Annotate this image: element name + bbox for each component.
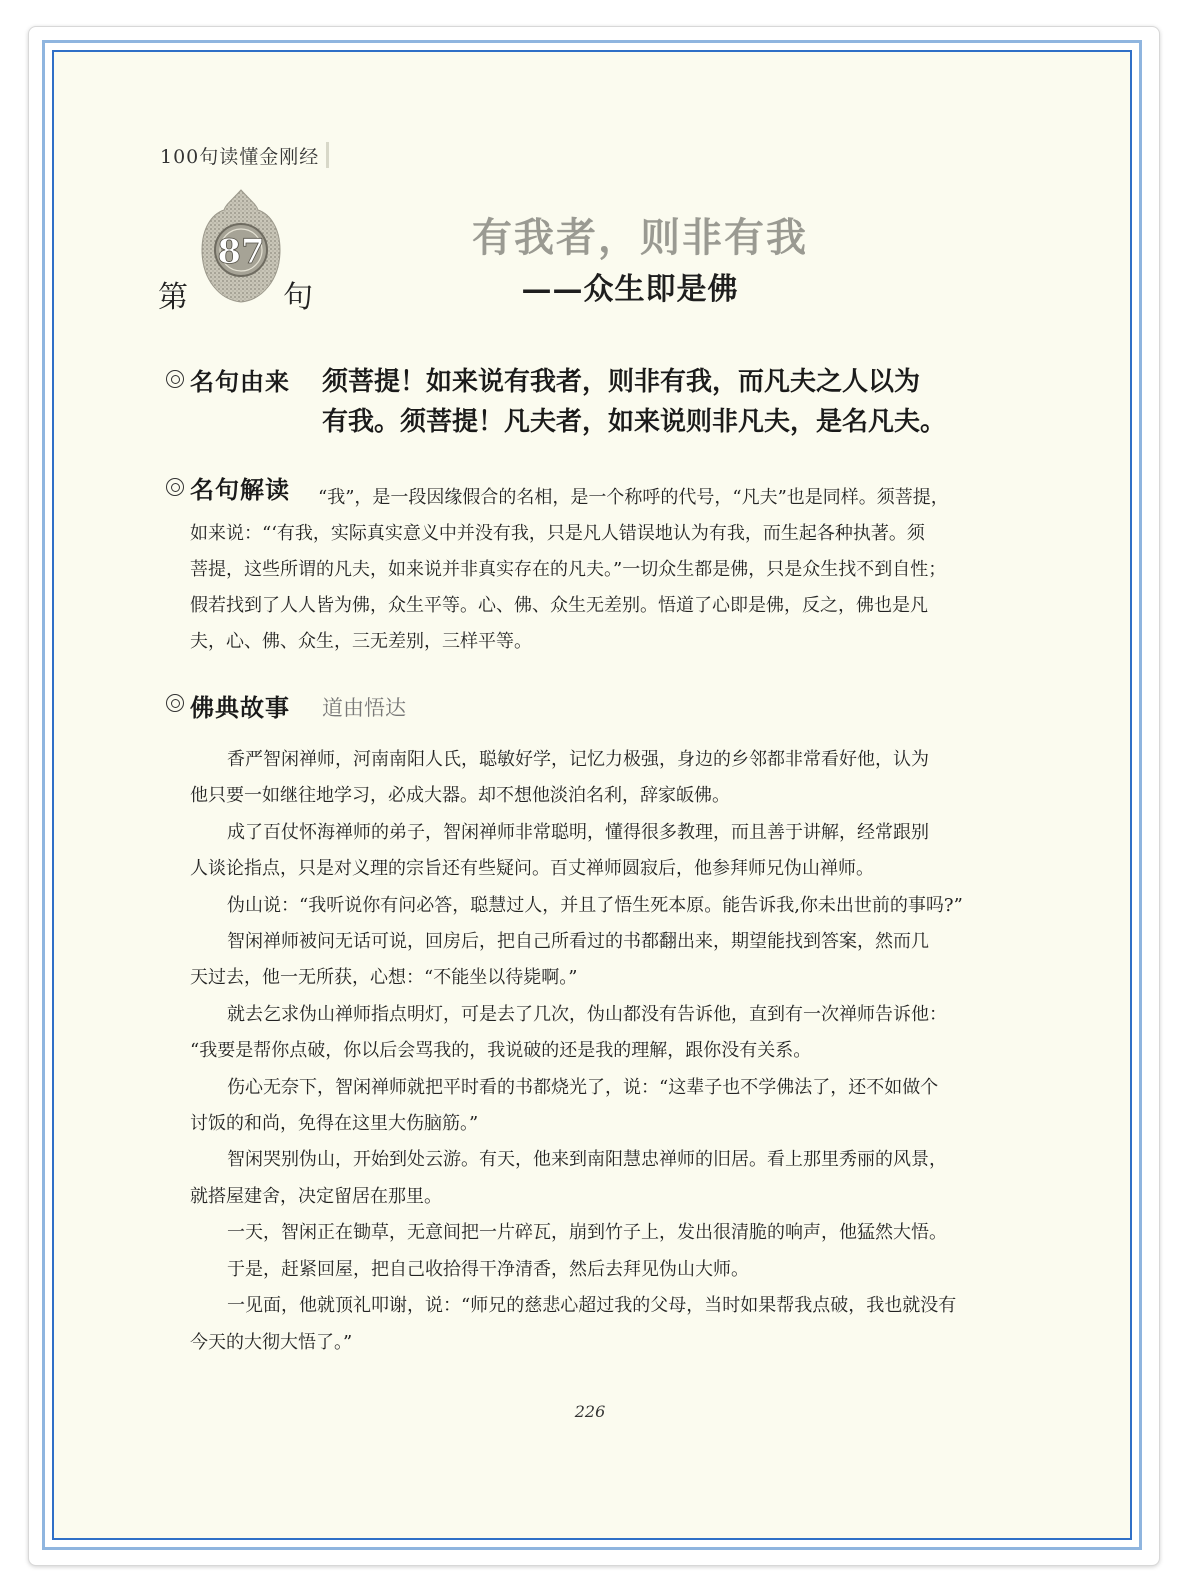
paragraph-line: 今天的大彻大悟了。” [190,1331,353,1353]
section-title-origin: 名句由来 [190,368,290,396]
paragraph-line: 夫，心、佛、众生，三无差别，三样平等。 [190,631,532,652]
paragraph-line: 伤心无奈下，智闲禅师就把平时看的书都烧光了，说：“这辈子也不学佛法了，还不如做个 [227,1076,939,1098]
paragraph-line: “我要是帮你点破，你以后会骂我的，我说破的还是我的理解，跟你没有关系。 [190,1040,812,1062]
interpretation-text [190,480,990,660]
paragraph-line: 就搭屋建舍，决定留居在那里。 [190,1185,442,1207]
story-text [190,742,990,1361]
paragraph-line: 于是，赶紧回屋，把自己收拾得干净清香，然后去拜见伪山大师。 [227,1258,749,1280]
paragraph-line: 香严智闲禅师，河南南阳人氏，聪敏好学，记忆力极强，身边的乡邻都非常看好他，认为 [227,749,929,770]
page-number: 226 [574,1402,606,1421]
chapter-subtitle: ——众生即是佛 [521,272,739,307]
paragraph-line: 一见面，他就顶礼叩谢，说：“师兄的慈悲心超过我的父母，当时如果帮我点破，我也就没有 [227,1295,957,1317]
chapter-number: 87 [217,232,265,272]
paragraph-line: 他只要一如继往地学习，必成大器。却不想他淡泊名利，辞家皈佛。 [190,785,730,807]
paragraph-line: 人谈论指点，只是对义理的宗旨还有些疑问。百丈禅师圆寂后，他参拜师兄伪山禅师。 [190,858,874,880]
header-divider [326,142,329,168]
quote-line: 须菩提！如来说有我者，则非有我，而凡夫之人以为 [322,367,921,397]
famous-quote [322,362,1002,442]
paragraph-line: 成了百仗怀海禅师的弟子，智闲禅师非常聪明，懂得很多教理，而且善于讲解，经常跟别 [227,821,929,843]
chapter-suffix: 句 [283,280,313,315]
paragraph-line: 菩提，这些所谓的凡夫，如来说并非真实存在的凡夫。”一切众生都是佛，只是众生找不到自性； [190,559,947,580]
story-subtitle: 道由悟达 [322,696,406,720]
section-title-story: 佛典故事 [190,694,290,722]
paragraph-line: 就去乞求伪山禅师指点明灯，可是去了几次，伪山都没有告诉他，直到有一次禅师告诉他： [227,1003,947,1025]
paragraph-line: 智闲哭别伪山，开始到处云游。有天，他来到南阳慧忠禅师的旧居。看上那里秀丽的风景， [227,1149,947,1171]
section-bullet-icon [166,694,184,712]
section-bullet-icon [166,370,184,388]
paragraph-line: 讨饭的和尚，免得在这里大伤脑筋。” [190,1113,479,1135]
chapter-prefix: 第 [158,280,188,315]
paragraph-line: 假若找到了人人皆为佛，众生平等。心、佛、众生无差别。悟道了心即是佛，反之，佛也是凡 [190,595,928,616]
paragraph-line: 伪山说：“我听说你有问必答，聪慧过人，并且了悟生死本原。能告诉我,你未出世前的事吗?” [227,894,963,916]
chapter-title: 有我者，则非有我 [472,214,808,261]
paragraph-line: “我”，是一段因缘假合的名相，是一个称呼的代号，“凡夫”也是同样。须菩提， [318,487,949,508]
section-title-interpretation: 名句解读 [190,476,290,504]
paragraph-line: 天过去，他一无所获，心想：“不能坐以待毙啊。” [190,967,578,989]
paragraph-line: 智闲禅师被问无话可说，回房后，把自己所看过的书都翻出来，期望能找到答案，然而几 [227,931,929,953]
running-header: 100句读懂金刚经 [160,146,320,168]
quote-line: 有我。须菩提！凡夫者，如来说则非凡夫，是名凡夫。 [322,407,947,437]
paragraph-line: 如来说：“‘有我，实际真实意义中并没有我，只是凡人错误地认为有我，而生起各种执著。须 [190,523,925,544]
section-bullet-icon [166,478,184,496]
chapter-number-medallion [198,188,284,304]
paragraph-line: 一天，智闲正在锄草，无意间把一片碎瓦，崩到竹子上，发出很清脆的响声，他猛然大悟。 [227,1222,947,1244]
